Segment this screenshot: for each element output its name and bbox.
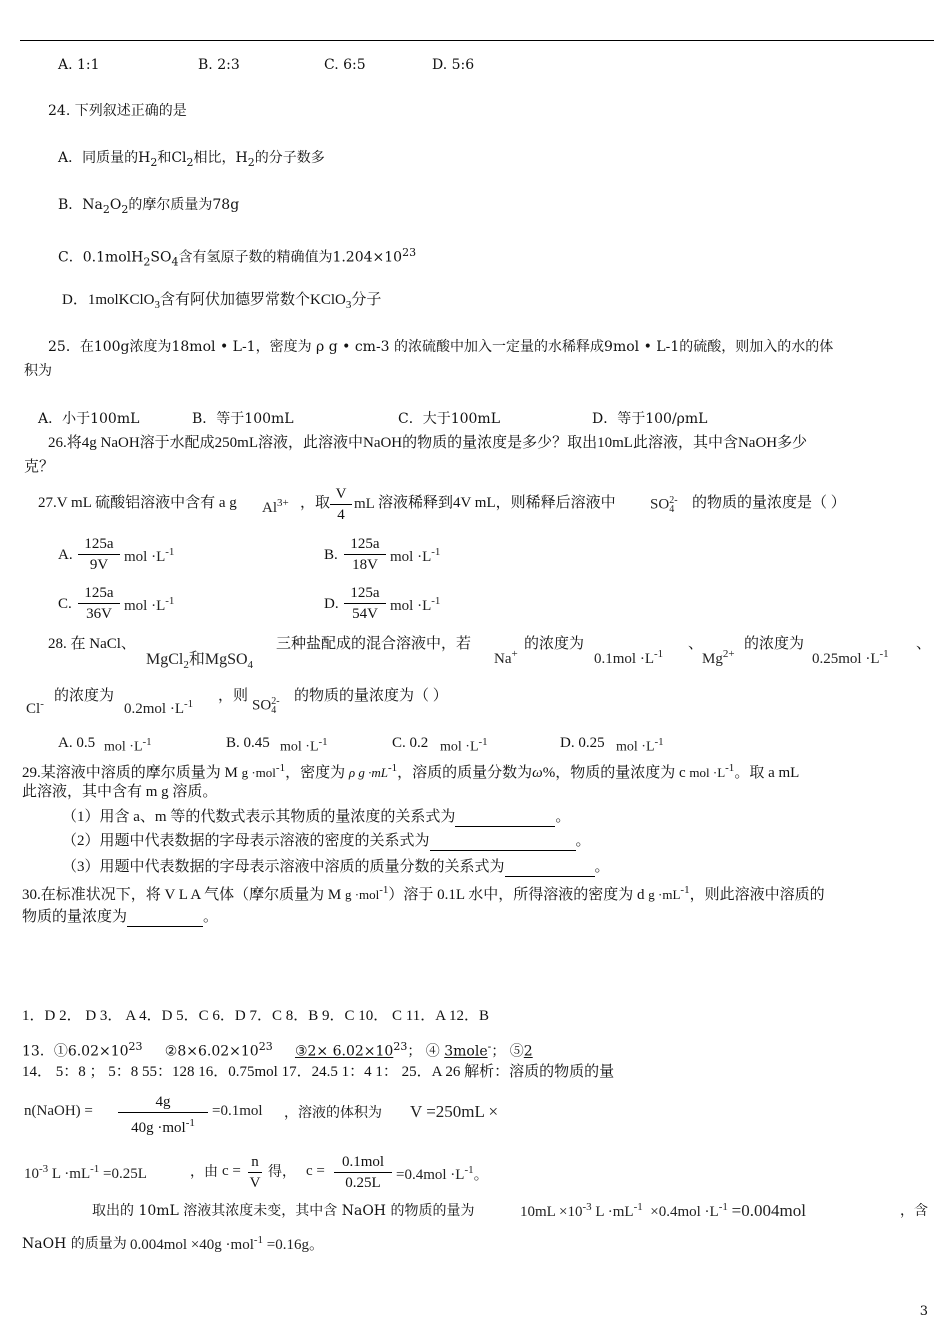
q25-option-d: D．等于100/ρmL — [592, 411, 708, 427]
q29-sub1-blank[interactable] — [455, 806, 555, 827]
q27-option-d-label: D. — [324, 596, 339, 612]
q28-line2-a: 的浓度为 — [54, 688, 115, 704]
answer-moles-calc: $10mL \times 10^{-3}$ $L \cdot mL^{-1} \times 0.4mol \cdot L^{-1} =0.004mol$ — [520, 1201, 806, 1220]
q25-stem-line1: 25．在100g浓度为18mol • L-1，密度为 ρ g • cm-3 的浓硫酸中加入一定量的水稀释成9mol • L-1的硫酸，则加入的水的体 — [48, 339, 834, 355]
q28-mg-conc: $0.25mol \cdot L^{-1}$ — [812, 648, 889, 667]
q27-option-c-unit: mol $\cdot L^{-1}$ — [124, 595, 175, 614]
q23-option-c: C. 6:5 — [324, 57, 366, 73]
top-rule — [20, 40, 934, 41]
answer-fraction-4g: 4g 40g ·mol$^{-1}$ — [118, 1092, 208, 1138]
q28-stem-pre: 28. 在 NaCl、 — [48, 636, 136, 652]
q29-line2: 此溶液，其中含有 m g 溶质。 — [22, 784, 218, 800]
q28-option-d-unit: mol $\cdot L^{-1}$ — [616, 736, 664, 755]
q28-sulfate-ion: SO 2- 4 — [252, 696, 280, 716]
q28-na-ion: Na+ — [494, 648, 518, 667]
q25-option-b: B．等于100mL — [192, 411, 294, 427]
q28-line2-c: 的物质的量浓度为（ ） — [294, 688, 448, 704]
q28-option-c: C. 0.2 — [392, 735, 429, 751]
q23-option-b: B. 2:3 — [198, 57, 240, 73]
q27-al-ion: $Al^{3+}$ — [262, 497, 289, 516]
answer-fraction-conc: 0.1mol 0.25L — [334, 1152, 392, 1193]
q28-sep2: 、 — [916, 636, 932, 652]
answer-conc-result: $=0.4mol \cdot L^{-1}$。 — [396, 1164, 489, 1183]
q27-option-a-label: A. — [58, 547, 73, 563]
answer-line4-text: NaOH 的质量为 — [22, 1236, 127, 1252]
q27-option-a-fraction: $\frac{125a}{9V}$ — [78, 534, 120, 575]
q28-na-conc: $0.1mol \cdot L^{-1}$ — [594, 648, 664, 667]
answers-row3: 14． 5：8 ； 5：8 55：128 16．0.75mol 17．24.5 1：4 1： 25．A 26 解析：溶质的物质的量 — [22, 1064, 615, 1080]
q29-line1: 29.某溶液中溶质的摩尔质量为 M g ·mol$^{-1}$，密度为 ρ $g \cdot mL^{-1}$，溶质的质量分数为ω%，物质的量浓度为 c mol $\cdot L^{-1}$。取 a mL — [22, 762, 800, 781]
q27-fraction-v4: $\frac{V}{4}$ — [330, 484, 352, 525]
answer-volume-conversion: $10^{-3}$ $L \cdot mL^{-1} =0.25L$ — [24, 1163, 147, 1182]
answer-volume-value: V =250mL × — [410, 1102, 499, 1121]
page-number: 3 — [919, 1304, 928, 1319]
answer-volume-text: ，溶液的体积为 — [284, 1105, 382, 1121]
q28-cl-ion: Cl- — [26, 698, 44, 717]
q26-line2: 克？ — [24, 459, 55, 475]
q29-sub1: （1）用含 a、m 等的代数式表示其物质的量浓度的关系式为 。 — [62, 806, 570, 827]
q28-option-a: A. 0.5 — [58, 735, 96, 751]
q28-option-d: D. 0.25 — [560, 735, 605, 751]
q27-stem-post: 的物质的量浓度是（ ） — [692, 495, 846, 511]
q28-salts: MgCl$_2$和MgSO$_4$ — [146, 651, 254, 672]
q28-mg-ion: $Mg^{2+}$ — [702, 648, 735, 667]
q24-option-c: C．$0.1molH_2SO_4$含有氢原子数的精确值为$1.204\times 10^{23}$ — [58, 246, 417, 269]
answer-by-text: ，由 — [190, 1164, 218, 1180]
q27-option-b-unit: mol $\cdot L^{-1}$ — [390, 546, 441, 565]
answer-get-text: 得， — [268, 1164, 296, 1180]
q29-sub3-blank[interactable] — [505, 856, 595, 877]
q27-sulfate-ion: SO 2- 4 — [650, 495, 678, 515]
q28-line2-b: ，则 — [218, 688, 249, 704]
q27-option-d-unit: mol $\cdot L^{-1}$ — [390, 595, 441, 614]
q25-stem-line2: 积为 — [24, 363, 52, 379]
answer-fraction-n-v: $\frac{n}{V}$ — [249, 1154, 261, 1191]
q27-option-c-fraction: $\frac{125a}{36V}$ — [78, 583, 120, 624]
q28-stem-mid3: 的浓度为 — [744, 636, 805, 652]
q28-option-a-unit: mol $\cdot L^{-1}$ — [104, 736, 152, 755]
q25-option-a: A．小于100mL — [38, 411, 140, 427]
q29-sub2: （2）用题中代表数据的字母表示溶液的密度的关系式为 。 — [62, 830, 591, 851]
q30-line2: 物质的量浓度为 。 — [22, 906, 218, 927]
q27-option-b-label: B. — [324, 547, 338, 563]
q24-option-a: A．同质量的$H_2$和$Cl_2$相比，$H_2$的分子数多 — [58, 150, 325, 169]
q30-line1: 30.在标准状况下，将 V L A 气体（摩尔质量为 M g ·mol$^{-1}$）溶于 0.1L 水中，所得溶液的密度为 d $g \cdot mL^{-1}$，则此溶液中溶质的 — [22, 884, 825, 903]
answer-mass-calc: 0.004mol ×40g ·mol$^{-1}$ =0.16g。 — [130, 1234, 325, 1253]
q29-sub2-blank[interactable] — [430, 830, 576, 851]
q28-option-b: B. 0.45 — [226, 735, 270, 751]
answer-c-eq-2: c = — [306, 1163, 325, 1179]
answer-c-eq: c = — [222, 1163, 241, 1179]
q23-option-a: A. 1:1 — [58, 57, 100, 73]
q28-cl-conc: $0.2mol \cdot L^{-1}$ — [124, 698, 194, 717]
q23-option-d: D. 5:6 — [432, 57, 475, 73]
answer-formula-n-naoh: n(NaOH) = — [24, 1103, 93, 1119]
answer-line3-text: 取出的 10mL 溶液其浓度未变，其中含 NaOH 的物质的量为 — [92, 1203, 475, 1219]
q24-option-d: D．1molKClO$_3$含有阿伏加德罗常数个KClO$_3$分子 — [62, 292, 382, 311]
answer-line3-end: ，含 — [900, 1203, 928, 1219]
q27-option-c-label: C. — [58, 596, 72, 612]
q24-stem: 24. 下列叙述正确的是 — [48, 103, 187, 119]
q24-option-b: B．$Na_2O_2$的摩尔质量为78g — [58, 197, 240, 216]
q27-stem-pre: 27.V mL 硫酸铝溶液中含有 a g — [38, 495, 237, 511]
q28-option-b-unit: mol $\cdot L^{-1}$ — [280, 736, 328, 755]
q30-blank[interactable] — [127, 906, 203, 927]
answers-row2: 13．$①6.02\times 10^{23}$ $②8\times 6.02\times 10^{23}$ ③2× $6.02\times 10^{23}$； ④ 3mole-； ⑤2 — [22, 1040, 533, 1060]
q27-option-a-unit: mol $\cdot L^{-1}$ — [124, 546, 175, 565]
q28-stem-mid: 三种盐配成的混合溶液中，若 — [276, 636, 472, 652]
answers-row1: 1．D 2． D 3． A 4．D 5．C 6．D 7．C 8．B 9．C 10． C 11．A 12．B — [22, 1008, 489, 1024]
q28-option-c-unit: mol $\cdot L^{-1}$ — [440, 736, 488, 755]
q28-sep1: 、 — [688, 636, 704, 652]
q27-option-b-fraction: $\frac{125a}{18V}$ — [344, 534, 386, 575]
q27-option-d-fraction: $\frac{125a}{54V}$ — [344, 583, 386, 624]
q25-option-c: C．大于100mL — [398, 411, 501, 427]
q29-sub3: （3）用题中代表数据的字母表示溶液中溶质的质量分数的关系式为 。 — [62, 856, 610, 877]
q27-stem-mid3: 溶液稀释到4V mL，则稀释后溶液中 — [378, 495, 616, 511]
answer-result-0-1mol: =0.1mol — [212, 1103, 263, 1119]
q28-stem-mid2: 的浓度为 — [524, 636, 585, 652]
q26-line1: 26.将4g NaOH溶于水配成250mL溶液，此溶液中NaOH的物质的量浓度是多少？取出10mL此溶液，其中含NaOH多少 — [48, 435, 808, 451]
q27-ml-unit: mL — [354, 496, 375, 512]
q27-stem-mid: ，取 — [300, 495, 331, 511]
